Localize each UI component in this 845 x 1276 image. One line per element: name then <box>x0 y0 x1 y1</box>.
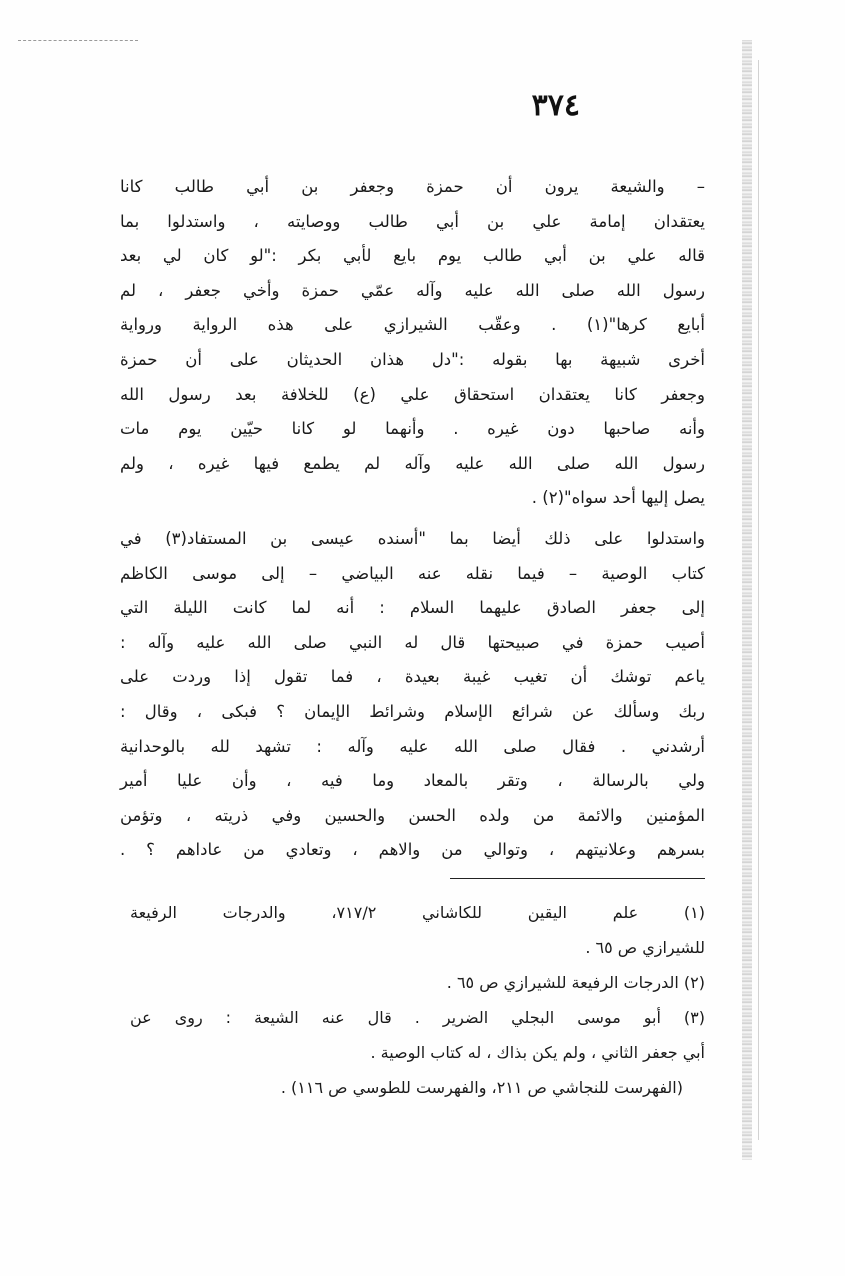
footnote-separator <box>450 878 705 879</box>
text-line: قاله علي بن أبي طالب يوم بايع لأبي بكر :"لو كان لي بعد <box>120 246 705 266</box>
footnote-line: (١) علم اليقين للكاشاني ٧١٧/٢، والدرجات الرفيعة <box>130 903 705 922</box>
paragraph-1 <box>120 170 705 516</box>
text-line: المؤمنين والائمة من ولده الحسن والحسين وفي ذريته ، وتؤمن <box>120 805 705 825</box>
text-line: ولي بالرسالة ، وتقر بالمعاد وما فيه ، وأن عليا أمير <box>120 771 705 791</box>
text-line: ياعم توشك أن تغيب غيبة بعيدة ، فما تقول إذا وردت على <box>120 667 705 687</box>
text-line: ربك وسألك عن شرائع الإسلام وشرائط الإيمان ؟ فبكى ، وقال : <box>120 701 705 721</box>
text-line: إلى جعفر الصادق عليهما السلام : أنه لما كانت الليلة التي <box>120 598 705 618</box>
text-line: بسرهم وعلانيتهم ، وتوالي من والاهم ، وتعادي من عاداهم ؟ . <box>120 840 705 860</box>
footnote-line: (٣) أبو موسى البجلي الضرير . قال عنه الشيعة : روى عن <box>130 1008 705 1027</box>
text-line: وجعفر كانا يعتقدان استحقاق علي (ع) للخلافة بعد رسول الله <box>120 384 705 404</box>
footnote-line: (٢) الدرجات الرفيعة للشيرازي ص ٦٥ . <box>446 973 705 992</box>
text-line: رسول الله صلى الله عليه وآله لم يطمع فيها غيره ، ولم <box>120 453 705 473</box>
text-line: – والشيعة يرون أن حمزة وجعفر بن أبي طالب كانا <box>120 177 705 196</box>
text-line: وأنه صاحبها دون غيره . وأنهما لو كانا حيّين يوم مات <box>120 419 705 439</box>
scan-artifact-dash <box>18 40 138 41</box>
text-line: يصل إليها أحد سواه"(٢) . <box>531 488 705 508</box>
footnote-2 <box>130 965 705 1000</box>
text-line: يعتقدان إمامة علي بن أبي طالب ووصايته ، واستدلوا بما <box>120 211 705 231</box>
text-line: رسول الله صلى الله عليه وآله عمّي حمزة وأخي جعفر ، لم <box>120 280 705 300</box>
book-binding-edge <box>742 40 752 1160</box>
footnote-line: (الفهرست للنجاشي ص ٢١١، والفهرست للطوسي ص ١١٦) . <box>280 1078 683 1097</box>
footnote-line: أبي جعفر الثاني ، ولم يكن بذاك ، له كتاب الوصية . <box>370 1043 705 1062</box>
text-line: أبايع كرها"(١) . وعقّب الشيرازي على هذه الرواية ورواية <box>120 315 705 335</box>
footnotes <box>130 895 705 1105</box>
footnote-1 <box>130 895 705 965</box>
text-line: واستدلوا على ذلك أيضا بما "أسنده عيسى بن المستفاد(٣) في <box>120 528 705 548</box>
footnote-line: للشيرازي ص ٦٥ . <box>585 938 705 957</box>
paragraph-2 <box>120 522 705 868</box>
book-binding-line <box>758 60 759 1140</box>
body-text <box>120 170 705 868</box>
text-line: أخرى شبيهة بها بقوله :"دل هذان الحديثان على أن حمزة <box>120 349 705 369</box>
page-number: ٣٧٤ <box>531 88 580 123</box>
text-line: أصيب حمزة في صبيحتها قال له النبي صلى الله عليه وآله : <box>120 632 705 652</box>
text-line: أرشدني . فقال صلى الله عليه وآله : تشهد لله بالوحدانية <box>120 736 705 756</box>
text-line: كتاب الوصية – فيما نقله عنه البياضي – إلى موسى الكاظم <box>120 563 705 583</box>
footnote-3 <box>130 1000 705 1105</box>
